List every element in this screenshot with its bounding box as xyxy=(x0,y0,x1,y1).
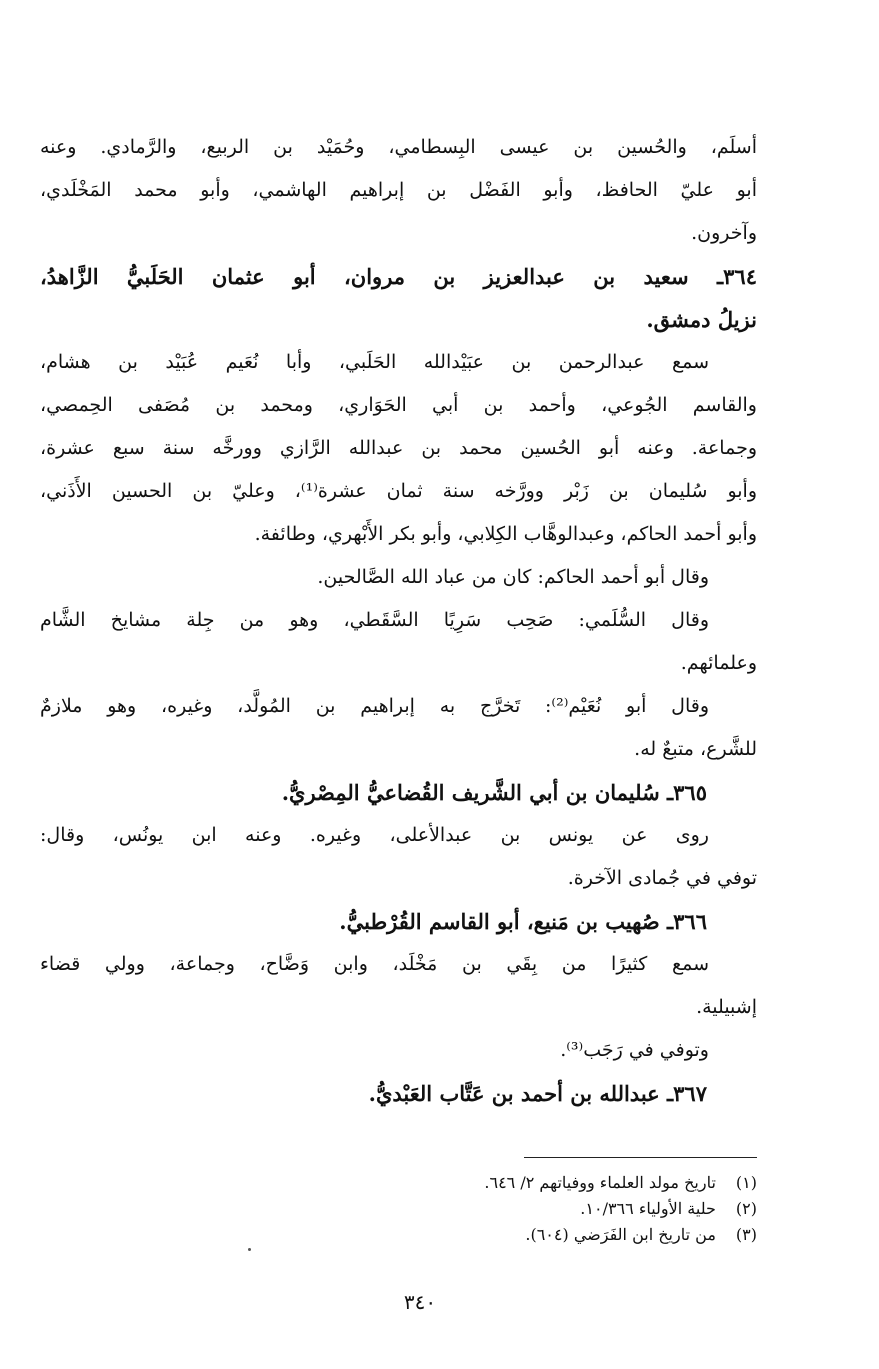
text-line: توفي في جُمادى الآخرة. xyxy=(567,867,757,889)
text-line: روى عن يونس بن عبدالأعلى، وغيره. وعنه ابن يونُس، وقال: xyxy=(40,824,709,846)
text-line: وقال أبو نُعَيْم⁽²⁾: تَخرَّج به إبراهيم بن المُولَّد، وغيره، وهو ملازمٌ xyxy=(40,695,710,717)
text-line: وجماعة. وعنه أبو الحُسين محمد بن عبدالله الرَّازي وورخَّه سنة سبع عشرة، xyxy=(40,437,757,459)
entry-heading-367: ٣٦٧ـ عبدالله بن أحمد بن عَتَّاب العَبْديُّ. xyxy=(368,1081,707,1106)
footnote-item xyxy=(300,1222,757,1248)
main-text xyxy=(40,126,757,1115)
footnote-item xyxy=(300,1196,757,1222)
text-line: وقال أبو أحمد الحاكم: كان من عباد الله الصَّالحين. xyxy=(317,566,709,588)
text-line: سمع كثيرًا من بِقَي بن مَخْلَد، وابن وَضَّاح، وجماعة، وولي قضاء xyxy=(40,953,709,975)
footnote-number: (٢) xyxy=(735,1199,757,1218)
entry-heading-364-cont: نزيلُ دمشق. xyxy=(646,307,757,332)
footnote-number: (٣) xyxy=(735,1225,757,1244)
page-number: ٣٤٠ xyxy=(403,1290,437,1314)
text-line: سمع عبدالرحمن بن عبَيْدالله الحَلَبي، وأبا نُعَيم عُبَيْد بن هشام، xyxy=(40,351,709,373)
text-line: أبو عليّ الحافظ، وأبو الفَضْل بن إبراهيم الهاشمي، وأبو محمد المَخْلَدي، xyxy=(40,179,757,201)
footnote-number: (١) xyxy=(735,1173,757,1192)
footnote-divider xyxy=(524,1157,757,1158)
footnote-text: من تاريخ ابن الفَرَضي (٦٠٤). xyxy=(525,1225,716,1244)
text-line: إشبيلية. xyxy=(696,996,757,1018)
text-line: أسلَم، والحُسين بن عيسى البِسطامي، وحُمَيْد بن الربيع، والرَّمادي. وعنه xyxy=(40,136,757,158)
footnote-text: تاريخ مولد العلماء ووفياتهم ٢/ ٦٤٦. xyxy=(484,1173,716,1192)
entry-heading-366: ٣٦٦ـ صُهيب بن مَنيع، أبو القاسم القُرْطبيُّ. xyxy=(339,909,707,934)
text-line: وتوفي في رَجَب⁽³⁾. xyxy=(560,1039,709,1061)
text-line: والقاسم الجُوعي، وأحمد بن أبي الحَوَاري، ومحمد بن مُصَفى الحِمصي، xyxy=(40,394,757,416)
text-line: للشَّرع، متبعٌ له. xyxy=(634,738,757,760)
text-line: وآخرون. xyxy=(691,222,757,244)
text-line: وعلمائهم. xyxy=(680,652,757,674)
text-line: وأبو سُليمان بن زَبْر وورَّخه سنة ثمان عشرة⁽¹⁾، وعليّ بن الحسين الأَذَني، xyxy=(40,480,757,502)
entry-heading-364: ٣٦٤ـ سعيد بن عبدالعزيز بن مروان، أبو عثمان الحَلَبيُّ الزَّاهدُ، xyxy=(40,264,757,289)
entry-heading-365: ٣٦٥ـ سُليمان بن أبي الشَّريف القُضاعيُّ المِصْريُّ. xyxy=(281,780,707,805)
footnote-item xyxy=(300,1170,757,1196)
footnotes xyxy=(300,1170,757,1248)
text-line: وأبو أحمد الحاكم، وعبدالوهَّاب الكِلابي، وأبو بكر الأَبْهري، وطائفة. xyxy=(254,523,757,545)
text-line: وقال السُّلَمي: صَحِب سَرِيًا السَّقَطي، وهو من جِلة مشايخ الشَّام xyxy=(40,609,709,631)
print-speck xyxy=(248,1248,251,1251)
footnote-text: حلية الأولياء ١٠/٣٦٦. xyxy=(580,1199,716,1218)
